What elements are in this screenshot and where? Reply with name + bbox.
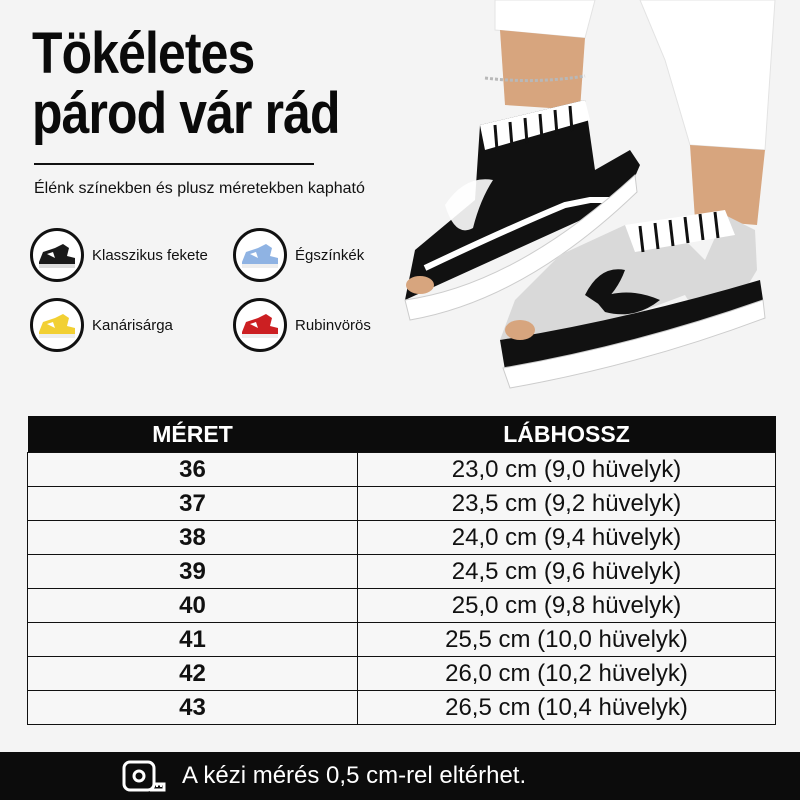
color-label-blue: Égszínkék bbox=[295, 246, 365, 264]
subtitle: Élénk színekben és plusz méretekben kapható bbox=[34, 180, 365, 197]
yellow-sandal-icon bbox=[30, 298, 84, 352]
table-row bbox=[28, 657, 776, 691]
length-cell: 26,0 cm (10,2 hüvelyk) bbox=[358, 657, 776, 691]
table-row bbox=[28, 589, 776, 623]
color-label-red: Rubinvörös bbox=[295, 316, 371, 334]
table-row bbox=[28, 521, 776, 555]
size-cell: 38 bbox=[28, 521, 358, 555]
size-cell: 41 bbox=[28, 623, 358, 657]
size-cell: 42 bbox=[28, 657, 358, 691]
footer-note: A kézi mérés 0,5 cm-rel eltérhet. bbox=[182, 762, 527, 789]
color-option-blue bbox=[233, 228, 364, 282]
color-label-black: Klasszikus fekete bbox=[92, 246, 208, 264]
headline bbox=[32, 21, 340, 146]
black-sandal-icon bbox=[30, 228, 84, 282]
table-row bbox=[28, 623, 776, 657]
headline-line-1: Tökéletes bbox=[32, 21, 255, 86]
length-cell: 25,0 cm (9,8 hüvelyk) bbox=[358, 589, 776, 623]
length-cell: 26,5 cm (10,4 hüvelyk) bbox=[358, 691, 776, 725]
size-cell: 36 bbox=[28, 453, 358, 487]
headline-underline bbox=[34, 163, 314, 165]
length-cell: 24,0 cm (9,4 hüvelyk) bbox=[358, 521, 776, 555]
table-row bbox=[28, 453, 776, 487]
header-foot-length: LÁBHOSSZ bbox=[358, 416, 776, 453]
color-option-yellow bbox=[30, 298, 173, 352]
headline-line-2: párod vár rád bbox=[32, 81, 340, 146]
table-row bbox=[28, 555, 776, 589]
length-cell: 25,5 cm (10,0 hüvelyk) bbox=[358, 623, 776, 657]
size-table-header bbox=[28, 416, 776, 453]
header-size: MÉRET bbox=[28, 416, 358, 453]
color-option-red bbox=[233, 298, 371, 352]
size-table bbox=[27, 416, 776, 725]
size-cell: 39 bbox=[28, 555, 358, 589]
red-sandal-icon bbox=[233, 298, 287, 352]
color-option-black bbox=[30, 228, 208, 282]
size-cell: 43 bbox=[28, 691, 358, 725]
product-photo bbox=[385, 0, 800, 400]
table-row bbox=[28, 487, 776, 521]
blue-sandal-icon bbox=[233, 228, 287, 282]
footer-banner bbox=[0, 752, 800, 800]
color-label-yellow: Kanárisárga bbox=[92, 316, 173, 334]
length-cell: 23,5 cm (9,2 hüvelyk) bbox=[358, 487, 776, 521]
length-cell: 24,5 cm (9,6 hüvelyk) bbox=[358, 555, 776, 589]
measuring-tape-icon bbox=[122, 758, 166, 794]
size-cell: 37 bbox=[28, 487, 358, 521]
table-row bbox=[28, 691, 776, 725]
length-cell: 23,0 cm (9,0 hüvelyk) bbox=[358, 453, 776, 487]
size-cell: 40 bbox=[28, 589, 358, 623]
